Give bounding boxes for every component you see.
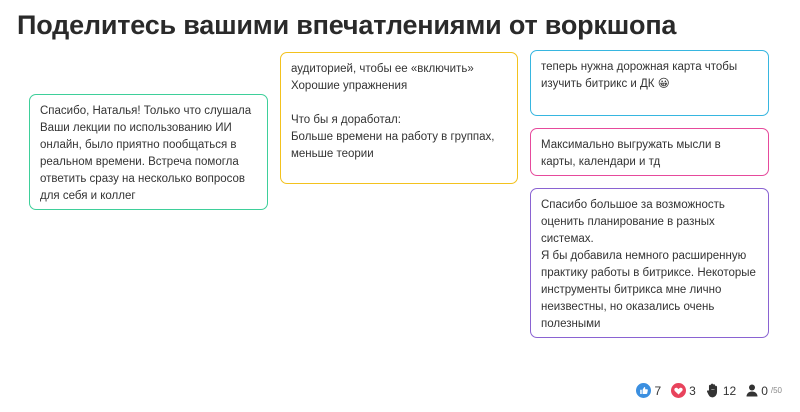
likes-counter[interactable] <box>636 383 661 398</box>
cards-board <box>0 61 800 380</box>
participants-count: 0 <box>761 383 768 398</box>
feedback-card[interactable] <box>530 128 769 176</box>
participants-total: /50 <box>770 386 782 395</box>
user-icon <box>746 384 758 397</box>
card-text: Максимально выгружать мысли в карты, календари и тд <box>541 139 721 168</box>
reactions-bar <box>636 383 782 398</box>
hearts-count: 3 <box>689 383 696 398</box>
feedback-card[interactable] <box>530 50 769 116</box>
card-text: Спасибо, Наталья! Только что слушала Ваши лекции по использованию ИИ онлайн, было приятно пообщаться в реальном времени. Встреча помогла ответить сразу на несколько вопросов для себя и коллег <box>40 105 252 202</box>
feedback-card[interactable] <box>29 94 268 210</box>
participants-counter <box>746 384 782 398</box>
raised-hand-icon <box>706 383 720 398</box>
hands-count: 12 <box>722 383 737 398</box>
heart-icon <box>671 383 686 398</box>
card-text: теперь нужна дорожная карта чтобы изучить битрикс и ДК 😀 <box>541 61 738 90</box>
page-title: Поделитесь вашими впечатлениями от воркшопа <box>17 10 677 40</box>
hands-counter[interactable] <box>706 383 736 398</box>
feedback-card[interactable] <box>530 188 769 338</box>
card-text: аудиторией, чтобы ее «включить» Хорошие упражнения Что бы я доработал: Больше времени на работу в группах, меньше теории <box>291 63 495 160</box>
likes-count: 7 <box>654 383 662 398</box>
feedback-card[interactable] <box>280 52 518 184</box>
hearts-counter[interactable] <box>671 383 696 398</box>
card-text: Спасибо большое за возможность оценить планирование в разных системах. Я бы добавила немного расширенную практику работы в битриксе. Некоторые инструменты битрикса мне лично неизвестны, но оказались очень полезными <box>541 199 756 330</box>
thumbs-up-icon <box>636 383 651 398</box>
